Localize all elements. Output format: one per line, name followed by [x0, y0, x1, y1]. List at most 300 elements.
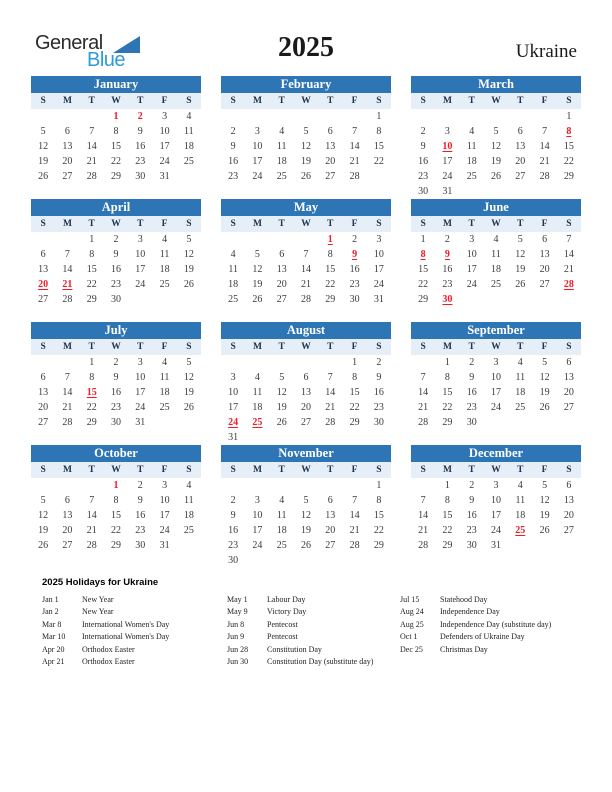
day-cell: 1	[113, 480, 119, 491]
day-cell: 15	[442, 387, 453, 398]
day-cell: 26	[252, 294, 263, 305]
day-cell: 21	[349, 525, 360, 536]
month-march	[411, 76, 581, 199]
week-row	[221, 262, 391, 277]
holiday-date: Jan 1	[42, 595, 59, 604]
day-cell: 25	[183, 525, 194, 536]
day-cell: 13	[563, 495, 574, 506]
day-cell: 17	[135, 264, 146, 275]
day-cell: 19	[183, 264, 194, 275]
day-cell: 18	[466, 156, 477, 167]
day-cell: 12	[539, 495, 550, 506]
weekday-label: W	[491, 96, 501, 106]
month-january	[31, 76, 201, 199]
day-cell: 8	[113, 126, 119, 137]
day-cell-empty	[318, 553, 342, 568]
week-row	[31, 493, 201, 508]
day-cell: 22	[373, 525, 384, 536]
day-cell: 13	[38, 264, 49, 275]
day-cell: 15	[325, 264, 336, 275]
day-cell: 16	[442, 264, 453, 275]
day-cell-empty	[245, 232, 269, 247]
day-cell: 23	[466, 525, 477, 536]
weekday-label: S	[376, 96, 382, 106]
month-may	[221, 199, 391, 322]
day-cell: 28	[418, 540, 429, 551]
weekday-label: T	[88, 342, 95, 352]
holiday-entry	[42, 631, 227, 643]
weekday-label: T	[327, 96, 334, 106]
day-cell-empty	[367, 430, 391, 445]
day-cell: 28	[325, 417, 336, 428]
weekday-label: S	[566, 342, 572, 352]
week-row	[31, 262, 201, 277]
holiday-name: International Women's Day	[82, 619, 170, 629]
day-cell: 27	[539, 279, 550, 290]
day-cell: 2	[469, 357, 475, 368]
day-cell: 12	[38, 510, 49, 521]
day-cell: 26	[515, 279, 526, 290]
day-cell: 17	[490, 387, 501, 398]
week-row	[221, 430, 391, 445]
day-cell-empty	[342, 109, 366, 124]
week-row	[221, 355, 391, 370]
day-cell: 2	[352, 234, 358, 245]
day-cell: 21	[86, 156, 97, 167]
day-cell: 19	[252, 279, 263, 290]
weekday-label: F	[161, 342, 168, 352]
day-cell: 28	[300, 294, 311, 305]
week-row	[411, 370, 581, 385]
day-cell-empty	[342, 478, 366, 493]
day-cell: 14	[349, 510, 360, 521]
day-cell: 22	[418, 279, 429, 290]
day-cell-empty	[532, 538, 556, 553]
day-cell: 8	[420, 249, 426, 260]
day-cell: 16	[110, 387, 121, 398]
day-cell: 12	[276, 387, 287, 398]
day-cell: 2	[137, 111, 143, 122]
day-cell: 16	[110, 264, 121, 275]
day-cell: 28	[349, 540, 360, 551]
day-cell: 24	[373, 279, 384, 290]
day-cell: 26	[183, 279, 194, 290]
week-row	[411, 154, 581, 169]
day-cell: 9	[352, 249, 358, 260]
weekday-label: S	[186, 342, 192, 352]
day-cell: 3	[162, 111, 168, 122]
weekday-header-row	[411, 216, 581, 232]
day-cell: 4	[162, 357, 168, 368]
weekday-label: S	[566, 96, 572, 106]
day-cell: 22	[373, 156, 384, 167]
day-cell: 1	[376, 480, 382, 491]
day-cell: 10	[135, 372, 146, 383]
day-cell: 2	[137, 480, 143, 491]
day-cell: 9	[376, 372, 382, 383]
weekday-label: T	[88, 96, 95, 106]
day-cell: 26	[300, 171, 311, 182]
holiday-date: May 1	[227, 595, 248, 604]
week-row	[221, 400, 391, 415]
weekday-label: W	[301, 465, 311, 475]
month-april	[31, 199, 201, 322]
day-cell: 30	[442, 294, 453, 305]
holiday-name: Orthodox Easter	[82, 657, 135, 667]
holiday-entry	[227, 656, 400, 668]
day-cell: 22	[86, 402, 97, 413]
weekday-label: M	[252, 465, 262, 475]
holiday-entry	[227, 644, 400, 656]
week-row	[221, 292, 391, 307]
weekday-label: M	[252, 219, 262, 229]
day-cell: 29	[110, 171, 121, 182]
day-cell: 27	[300, 417, 311, 428]
day-cell: 29	[563, 171, 574, 182]
day-cell: 3	[137, 234, 143, 245]
day-cell: 21	[86, 525, 97, 536]
day-cell: 6	[64, 126, 70, 137]
day-cell: 26	[490, 171, 501, 182]
day-cell: 1	[444, 357, 450, 368]
day-cell: 4	[517, 357, 523, 368]
day-cell: 30	[135, 540, 146, 551]
day-cell-empty	[177, 538, 201, 553]
day-cell-empty	[557, 184, 581, 199]
day-cell: 31	[228, 432, 239, 443]
day-cell: 15	[563, 141, 574, 152]
week-row	[411, 277, 581, 292]
day-cell: 20	[38, 279, 49, 290]
day-cell: 29	[442, 540, 453, 551]
week-row	[411, 538, 581, 553]
day-cell: 24	[252, 540, 263, 551]
day-cell: 9	[230, 510, 236, 521]
day-cell: 4	[186, 111, 192, 122]
day-cell: 25	[276, 171, 287, 182]
day-cell: 13	[325, 510, 336, 521]
day-cell-empty	[532, 415, 556, 430]
day-cell: 9	[113, 249, 119, 260]
holiday-entry	[400, 606, 560, 618]
day-cell: 6	[517, 126, 523, 137]
day-cell: 20	[325, 525, 336, 536]
day-cell: 16	[466, 510, 477, 521]
weekday-label: T	[468, 96, 475, 106]
day-cell: 27	[276, 294, 287, 305]
week-row	[221, 247, 391, 262]
weekday-label: M	[442, 465, 452, 475]
holiday-date: Jun 30	[227, 657, 249, 667]
day-cell: 11	[515, 372, 526, 383]
day-cell: 17	[466, 264, 477, 275]
day-cell: 15	[110, 141, 121, 152]
day-cell: 28	[539, 171, 550, 182]
logo-word-blue: Blue	[87, 49, 126, 71]
day-cell: 24	[135, 279, 146, 290]
day-cell: 12	[183, 249, 194, 260]
weekday-label: T	[468, 219, 475, 229]
day-cell: 5	[303, 126, 309, 137]
day-cell: 6	[279, 249, 285, 260]
month-title: January	[31, 76, 201, 93]
weekday-label: S	[230, 96, 236, 106]
day-cell: 23	[373, 402, 384, 413]
day-cell: 7	[64, 249, 70, 260]
day-cell: 15	[349, 387, 360, 398]
week-row	[411, 247, 581, 262]
day-cell: 27	[38, 417, 49, 428]
day-cell: 3	[162, 480, 168, 491]
day-cell: 9	[469, 372, 475, 383]
day-cell: 12	[300, 141, 311, 152]
month-title: November	[221, 445, 391, 462]
day-cell: 16	[135, 141, 146, 152]
day-cell: 5	[303, 495, 309, 506]
day-cell: 2	[113, 234, 119, 245]
day-cell-empty	[270, 355, 294, 370]
day-cell: 5	[542, 480, 548, 491]
week-row	[31, 385, 201, 400]
weekday-header-row	[31, 339, 201, 355]
day-cell-empty	[460, 292, 484, 307]
day-cell: 29	[86, 294, 97, 305]
day-cell: 9	[420, 141, 426, 152]
day-cell: 3	[493, 480, 499, 491]
day-cell-empty	[80, 478, 104, 493]
day-cell: 30	[110, 294, 121, 305]
week-row	[221, 139, 391, 154]
day-cell: 19	[300, 156, 311, 167]
day-cell: 29	[349, 417, 360, 428]
day-cell-empty	[411, 355, 435, 370]
week-row	[411, 385, 581, 400]
day-cell: 7	[420, 372, 426, 383]
day-cell: 21	[563, 264, 574, 275]
weekday-label: T	[137, 96, 144, 106]
day-cell: 9	[230, 141, 236, 152]
day-cell: 12	[38, 141, 49, 152]
day-cell: 5	[493, 126, 499, 137]
holiday-entry	[400, 631, 560, 643]
day-cell: 25	[159, 402, 170, 413]
week-row	[31, 478, 201, 493]
day-cell: 6	[40, 249, 46, 260]
weekday-label: F	[541, 465, 548, 475]
holiday-column	[400, 594, 560, 656]
day-cell: 25	[228, 294, 239, 305]
day-cell-empty	[342, 430, 366, 445]
day-cell: 7	[420, 495, 426, 506]
day-cell: 10	[159, 495, 170, 506]
day-cell: 10	[228, 387, 239, 398]
day-cell: 2	[113, 357, 119, 368]
weekday-label: W	[301, 96, 311, 106]
day-cell: 25	[183, 156, 194, 167]
day-cell: 9	[444, 249, 450, 260]
month-title: December	[411, 445, 581, 462]
week-row	[221, 415, 391, 430]
month-title: March	[411, 76, 581, 93]
day-cell: 26	[539, 402, 550, 413]
weekday-label: T	[278, 465, 285, 475]
holiday-entry	[227, 631, 400, 643]
day-cell: 15	[373, 141, 384, 152]
day-cell: 11	[184, 495, 194, 506]
day-cell: 22	[349, 402, 360, 413]
day-cell: 31	[373, 294, 384, 305]
day-cell: 4	[279, 126, 285, 137]
day-cell: 7	[89, 495, 95, 506]
day-cell-empty	[460, 109, 484, 124]
weekday-label: S	[230, 342, 236, 352]
weekday-label: M	[62, 96, 72, 106]
weekday-label: T	[517, 219, 524, 229]
week-row	[411, 232, 581, 247]
holiday-date: Apr 20	[42, 644, 65, 654]
day-cell-empty	[435, 109, 459, 124]
day-cell: 16	[135, 510, 146, 521]
day-cell: 24	[490, 402, 501, 413]
day-cell: 3	[444, 126, 450, 137]
week-row	[221, 553, 391, 568]
week-row	[31, 355, 201, 370]
day-cell: 21	[418, 402, 429, 413]
day-cell: 27	[325, 540, 336, 551]
day-cell: 14	[62, 264, 73, 275]
day-cell: 28	[62, 294, 73, 305]
day-cell: 7	[303, 249, 309, 260]
day-cell: 23	[349, 279, 360, 290]
weekday-label: W	[491, 219, 501, 229]
day-cell: 25	[490, 279, 501, 290]
day-cell: 14	[418, 510, 429, 521]
holidays-section	[42, 577, 582, 668]
weekday-label: T	[517, 342, 524, 352]
day-cell: 8	[327, 249, 333, 260]
holiday-date: Mar 10	[42, 632, 66, 642]
weekday-label: S	[40, 465, 46, 475]
day-cell: 1	[376, 111, 382, 122]
day-cell: 4	[162, 234, 168, 245]
day-cell: 18	[159, 387, 170, 398]
day-cell-empty	[460, 184, 484, 199]
day-cell: 18	[515, 510, 526, 521]
day-cell-empty	[270, 478, 294, 493]
holiday-date: Mar 8	[42, 619, 62, 629]
week-row	[31, 508, 201, 523]
day-cell: 25	[515, 525, 526, 536]
weekday-header-row	[221, 339, 391, 355]
day-cell: 29	[442, 417, 453, 428]
day-cell: 27	[38, 294, 49, 305]
day-cell: 1	[420, 234, 426, 245]
week-row	[221, 232, 391, 247]
month-august	[221, 322, 391, 445]
day-cell: 7	[352, 495, 358, 506]
day-cell: 8	[352, 372, 358, 383]
holiday-entry	[42, 619, 227, 631]
day-cell: 18	[515, 387, 526, 398]
holiday-column	[227, 594, 400, 668]
holiday-date: Jun 28	[227, 644, 249, 654]
day-cell: 10	[252, 510, 263, 521]
day-cell: 7	[64, 372, 70, 383]
day-cell: 24	[252, 171, 263, 182]
day-cell: 21	[325, 402, 336, 413]
holiday-date: Apr 21	[42, 657, 65, 667]
holiday-date: May 9	[227, 607, 248, 617]
weekday-label: F	[351, 465, 358, 475]
month-july	[31, 322, 201, 445]
day-cell: 13	[62, 141, 73, 152]
weekday-label: F	[161, 96, 168, 106]
day-cell: 25	[515, 402, 526, 413]
day-cell: 11	[276, 141, 287, 152]
weekday-header-row	[411, 462, 581, 478]
weekday-label: W	[111, 465, 121, 475]
holiday-column	[42, 594, 227, 668]
day-cell: 23	[135, 525, 146, 536]
day-cell: 30	[349, 294, 360, 305]
day-cell: 24	[466, 279, 477, 290]
day-cell-empty	[508, 184, 532, 199]
holiday-date: Oct 1	[400, 632, 418, 642]
day-cell-empty	[245, 430, 269, 445]
day-cell: 8	[89, 249, 95, 260]
day-cell-empty	[270, 430, 294, 445]
day-cell: 10	[490, 372, 501, 383]
day-cell: 7	[89, 126, 95, 137]
week-row	[221, 478, 391, 493]
day-cell-empty	[557, 415, 581, 430]
day-cell: 28	[349, 171, 360, 182]
weekday-label: T	[278, 96, 285, 106]
day-cell: 1	[327, 234, 333, 245]
weekday-header-row	[221, 216, 391, 232]
day-cell: 15	[86, 387, 97, 398]
day-cell: 30	[135, 171, 146, 182]
day-cell: 6	[542, 234, 548, 245]
day-cell: 26	[38, 540, 49, 551]
day-cell: 10	[490, 495, 501, 506]
holiday-name: New Year	[82, 595, 114, 604]
day-cell: 11	[276, 510, 287, 521]
day-cell: 17	[490, 510, 501, 521]
week-row	[31, 292, 201, 307]
day-cell: 21	[62, 402, 73, 413]
day-cell-empty	[367, 553, 391, 568]
day-cell: 22	[110, 156, 121, 167]
holiday-entry	[227, 619, 400, 631]
day-cell: 13	[276, 264, 287, 275]
day-cell: 15	[442, 510, 453, 521]
month-title: August	[221, 322, 391, 339]
day-cell: 12	[515, 249, 526, 260]
weekday-label: S	[186, 96, 192, 106]
day-cell-empty	[177, 415, 201, 430]
day-cell: 16	[466, 387, 477, 398]
weekday-label: M	[62, 465, 72, 475]
day-cell: 31	[490, 540, 501, 551]
weekday-label: F	[541, 342, 548, 352]
country-title: Ukraine	[515, 41, 577, 62]
day-cell: 14	[300, 264, 311, 275]
weekday-label: W	[111, 219, 121, 229]
day-cell: 19	[300, 525, 311, 536]
weekday-label: T	[88, 219, 95, 229]
day-cell: 7	[352, 126, 358, 137]
